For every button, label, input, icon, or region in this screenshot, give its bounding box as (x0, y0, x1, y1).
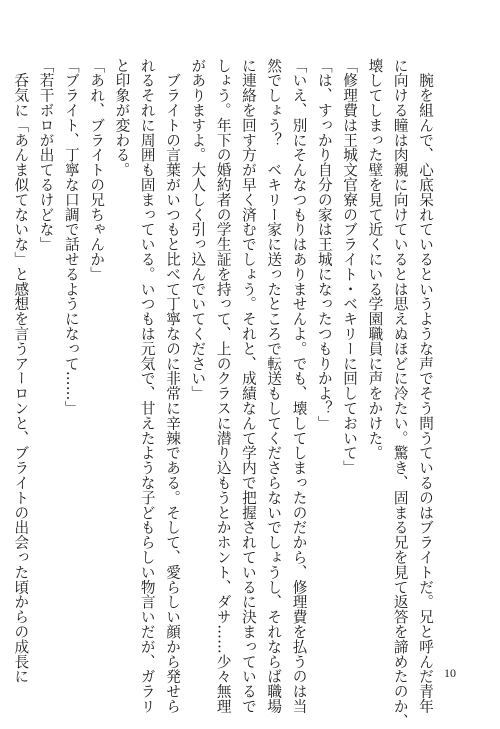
dialogue-line: 「ブライト、丁寧な口調で話せるようになって……」 (62, 58, 80, 416)
dialogue-line: に連絡を回す方が早く済むでしょう。それと、成績なんて学内で把握されているに決まっているで (239, 58, 257, 714)
dialogue-line: 「修理費は王城文官寮のブライト・ベキリーに回しておいて」 (341, 58, 359, 476)
body-text (12, 58, 438, 729)
dialogue-line: しょう。年下の婚約者の学生証を持って、上のクラスに潜り込もうとかホント、ダサ……少々無理 (214, 58, 232, 714)
dialogue-line: がありますよ。大人しく引っ込んでいてください」 (189, 58, 207, 401)
dialogue-line: 「若干ボロが出てるけどな」 (37, 58, 55, 252)
text-line: ブライトの言葉がいつもと比べて丁寧なのに非常に辛辣である。そして、愛らしい顔から発せら (164, 58, 182, 714)
text-line: に向ける瞳は肉親に向けているとは思えぬほどに冷たい。驚き、固まる兄を見て返答を諦めたのか、 (391, 58, 409, 729)
dialogue-line: 「あれ、ブライトの兄ちゃんか」 (88, 58, 106, 282)
text-line: れるそれに周囲も固まっている。いつもは元気で、甘えたような子どもらしい物言いだが、ガラリ (138, 58, 156, 714)
dialogue-line: 「は、すっかり自分の家は王城になったつもりかよ？」 (315, 58, 333, 431)
text-line: と印象が変わる。 (113, 58, 131, 178)
text-line: 腕を組んで、心底呆れているというような声でそう問うているのはブライトだ。兄と呼んだ青年 (417, 58, 434, 714)
text-line: 呑気に「あんま似てないな」と感想を言うアーロンと、ブライトの出会った頃からの成長に (12, 58, 30, 684)
dialogue-line: 然でしょう？ ベキリー家に送ったところで転送もしてくださらないでしょうし、それならば職場 (265, 58, 283, 714)
page-number: 10 (444, 666, 456, 680)
text-line: 壊してしまった壁を見て近くにいる学園職員に声をかけた。 (366, 58, 384, 461)
dialogue-line: 「いえ、別にそんなつもりはありませんよ。でも、壊してしまったのだから、修理費を払うのは当 (290, 58, 308, 714)
